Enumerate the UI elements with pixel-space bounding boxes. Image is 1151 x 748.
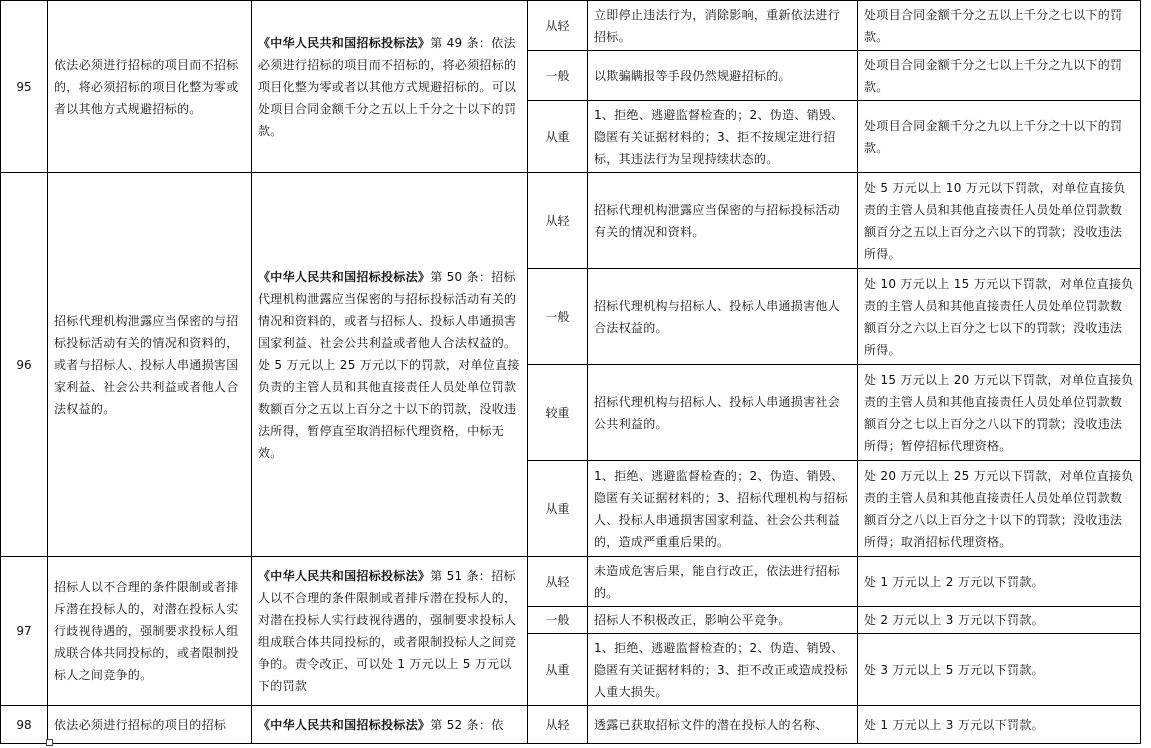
law-title: 《中华人民共和国招标投标法》: [258, 35, 431, 50]
severity-level: 一般: [528, 607, 588, 634]
law-text: 第 51 条：招标人以不合理的条件限制或者排斥潜在投标人的，对潜在投标人实行歧视待遇的，强制要求投标人组成联合体共同投标的，或者限制投标人之间竞争的。责令改正，可以处 1 万元以上 5 万元以下的罚款: [258, 569, 517, 693]
legal-basis: [252, 557, 528, 706]
circumstance: 立即停止违法行为，消除影响，重新依法进行招标。: [588, 1, 858, 51]
paragraph-marker: [46, 739, 53, 746]
severity-level: 从轻: [528, 1, 588, 51]
law-title: 《中华人民共和国招标投标法》: [258, 269, 431, 284]
table-row: [1, 706, 1141, 744]
penalty: 处 1 万元以上 3 万元以下罚款。: [858, 706, 1141, 744]
penalty: 处 2 万元以上 3 万元以下罚款。: [858, 607, 1141, 634]
circumstance: 招标代理机构泄露应当保密的与招标投标活动有关的情况和资料。: [588, 173, 858, 269]
severity-level: 从重: [528, 634, 588, 706]
table-row: [1, 557, 1141, 607]
severity-level: 从重: [528, 101, 588, 173]
circumstance: 招标代理机构与招标人、投标人串通损害他人合法权益的。: [588, 269, 858, 365]
legal-basis: [252, 706, 528, 744]
circumstance: 1、拒绝、逃避监督检查的；2、伪造、销毁、隐匿有关证据材料的；3、拒不改正或造成投标人重大损失。: [588, 634, 858, 706]
violation-description: 依法必须进行招标的项目的招标: [48, 706, 252, 744]
circumstance: 以欺骗瞒报等手段仍然规避招标的。: [588, 51, 858, 101]
circumstance: 1、拒绝、逃避监督检查的；2、伪造、销毁、隐匿有关证据材料的；3、拒不按规定进行招标，其违法行为呈现持续状态的。: [588, 101, 858, 173]
penalty: 处 15 万元以上 20 万元以下罚款，对单位直接负责的主管人员和其他直接责任人员处单位罚款数额百分之七以上百分之八以下的罚款；没收违法所得；暂停招标代理资格。: [858, 365, 1141, 461]
severity-level: 一般: [528, 269, 588, 365]
severity-level: 从轻: [528, 173, 588, 269]
severity-level: 从轻: [528, 557, 588, 607]
law-title: 《中华人民共和国招标投标法》: [258, 717, 431, 732]
law-text: 第 52 条：依: [430, 717, 504, 732]
row-number: 96: [1, 173, 48, 557]
legal-basis: [252, 173, 528, 557]
penalty: 处 20 万元以上 25 万元以下罚款，对单位直接负责的主管人员和其他直接责任人员处单位罚款数额百分之八以上百分之十以下的罚款；没收违法所得；取消招标代理资格。: [858, 461, 1141, 557]
circumstance: 招标代理机构与招标人、投标人串通损害社会公共利益的。: [588, 365, 858, 461]
penalty: 处项目合同金额千分之五以上千分之七以下的罚款。: [858, 1, 1141, 51]
penalty: 处 1 万元以上 2 万元以下罚款。: [858, 557, 1141, 607]
severity-level: 从轻: [528, 706, 588, 744]
violation-description: 招标代理机构泄露应当保密的与招标投标活动有关的情况和资料的，或者与招标人、投标人串通损害国家利益、社会公共利益或者他人合法权益的。: [48, 173, 252, 557]
table-row: [1, 1, 1141, 51]
severity-level: 一般: [528, 51, 588, 101]
circumstance: 1、拒绝、逃避监督检查的；2、伪造、销毁、隐匿有关证据材料的；3、招标代理机构与招标人、投标人串通损害国家利益、社会公共利益的，造成严重重后果的。: [588, 461, 858, 557]
violation-description: 依法必须进行招标的项目而不招标的，将必须招标的项目化整为零或者以其他方式规避招标的。: [48, 1, 252, 173]
circumstance: 透露已获取招标文件的潜在投标人的名称、: [588, 706, 858, 744]
circumstance: 招标人不积极改正，影响公平竞争。: [588, 607, 858, 634]
law-text: 第 50 条：招标代理机构泄露应当保密的与招标投标活动有关的情况和资料的，或者与招标人、投标人串通损害国家利益、社会公共利益或者他人合法权益的。处 5 万元以上 25 万元以下的罚款，对单位直接负责的主管人员和其他直接责任人员处单位罚款数额百分之五以上百分之十以下的罚款，没收违法所得，暂停直至取消招标代理资格，中标无效。: [258, 269, 520, 460]
circumstance: 未造成危害后果，能自行改正，依法进行招标的。: [588, 557, 858, 607]
row-number: 95: [1, 1, 48, 173]
row-number: 98: [1, 706, 48, 744]
penalty: 处 5 万元以上 10 万元以下罚款，对单位直接负责的主管人员和其他直接责任人员处单位罚款数额百分之五以上百分之六以下的罚款；没收违法所得。: [858, 173, 1141, 269]
row-number: 97: [1, 557, 48, 706]
severity-level: 较重: [528, 365, 588, 461]
severity-level: 从重: [528, 461, 588, 557]
violation-description: 招标人以不合理的条件限制或者排斥潜在投标人的，对潜在投标人实行歧视待遇的，强制要求投标人组成联合体共同投标的，或者限制投标人之间竞争的。: [48, 557, 252, 706]
penalty: 处项目合同金额千分之七以上千分之九以下的罚款。: [858, 51, 1141, 101]
penalty: 处 10 万元以上 15 万元以下罚款，对单位直接负责的主管人员和其他直接责任人员处单位罚款数额百分之六以上百分之七以下的罚款；没收违法所得。: [858, 269, 1141, 365]
law-text: 第 49 条：依法必须进行招标的项目而不招标的，将必须招标的项目化整为零或者以其他方式规避招标的。可以处项目合同金额千分之五以上千分之十以下的罚款。: [258, 35, 517, 138]
penalty: 处 3 万元以上 5 万元以下罚款。: [858, 634, 1141, 706]
law-title: 《中华人民共和国招标投标法》: [258, 569, 431, 583]
table-row: [1, 173, 1141, 269]
penalty: 处项目合同金额千分之九以上千分之十以下的罚款。: [858, 101, 1141, 173]
legal-basis: [252, 1, 528, 173]
